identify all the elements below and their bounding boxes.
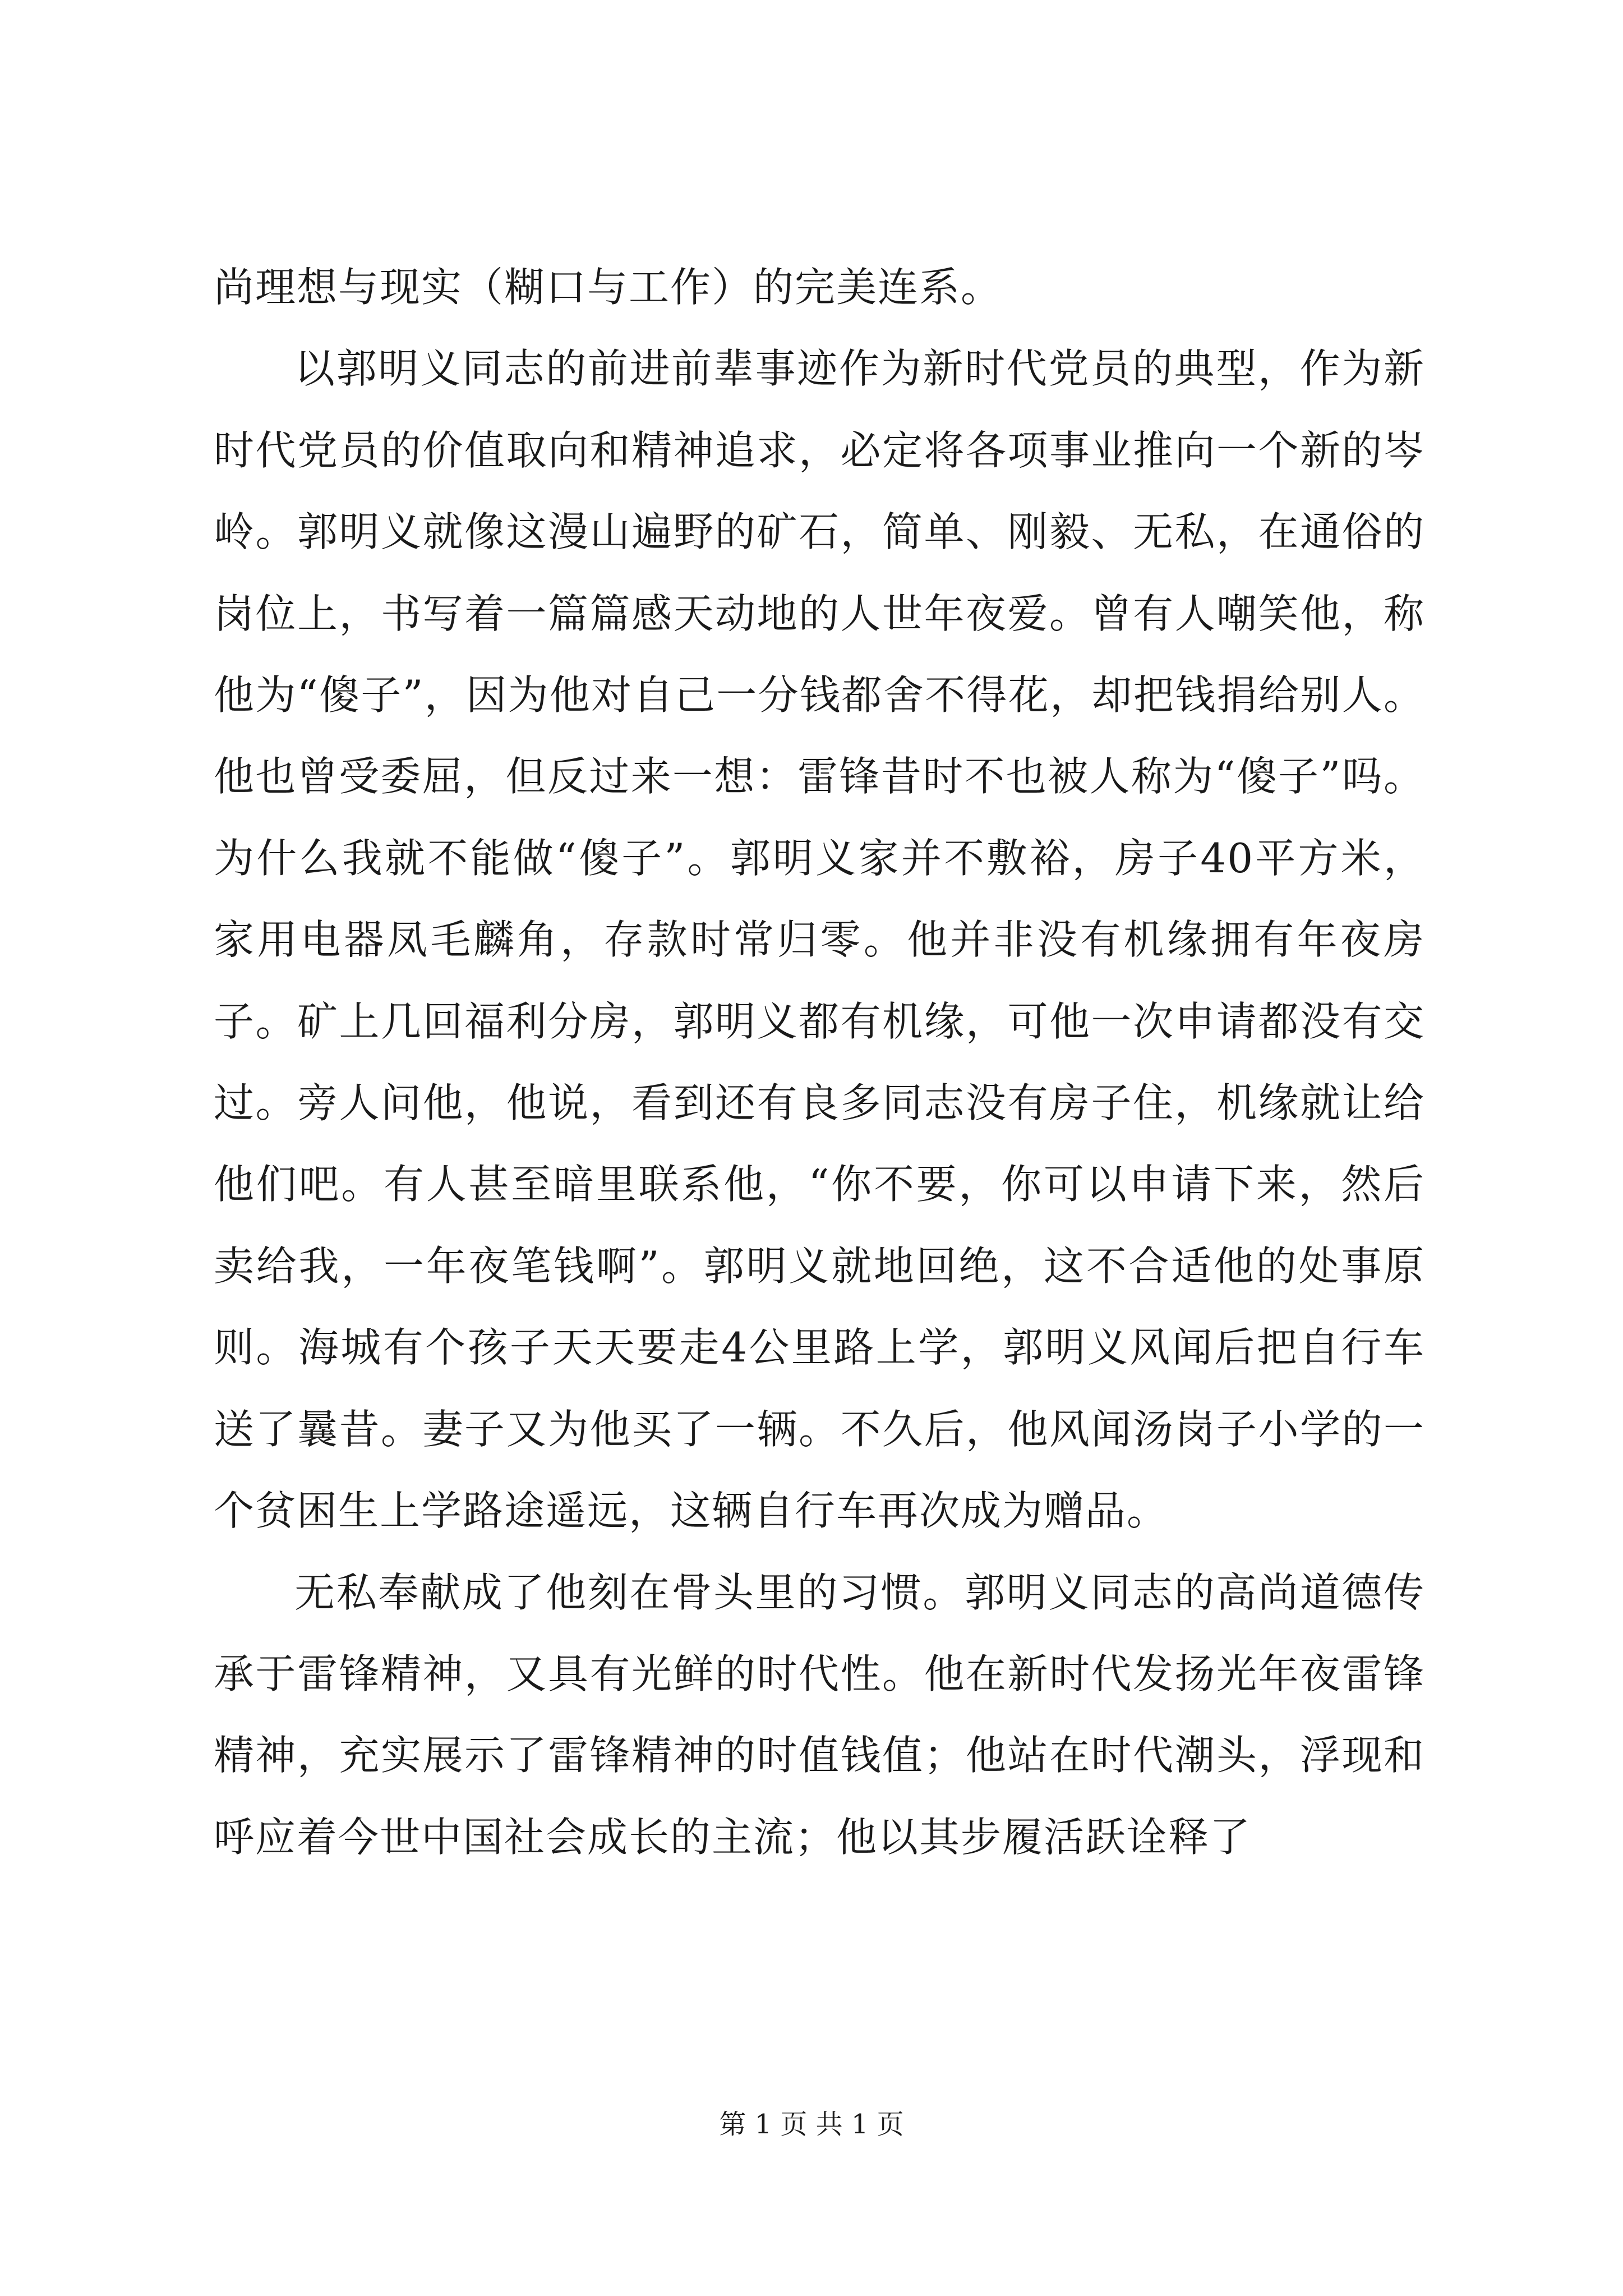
paragraph-continuation: 尚理想与现实（糊口与工作）的完美连系。 xyxy=(214,264,1003,311)
paragraph: 以郭明义同志的前进前辈事迹作为新时代党员的典型，作为新时代党员的价值取向和精神追求，必定将各项事业推向一个新的岑岭。郭明义就像这漫山遍野的矿石，简单、刚毅、无私，在通俗的岗位上，书写着一篇篇感天动地的人世年夜爱。曾有人嘲笑他，称他为“傻子”，因为他对自己一分钱都舍不得花，却把钱捐给别人。他也曾受委屈，但反过来一想：雷锋昔时不也被人称为“傻子”吗。为什么我就不能做“傻子”。郭明义家并不敷裕，房子40平方米，家用电器凤毛麟角，存款时常归零。他并非没有机缘拥有年夜房子。矿上几回福利分房，郭明义都有机缘，可他一次申请都没有交过。旁人问他，他说，看到还有良多同志没有房子住，机缘就让给他们吧。有人甚至暗里联系他，“你不要，你可以申请下来，然后卖给我，一年夜笔钱啊”。郭明义就地回绝，这不合适他的处事原则。海城有个孩子天天要走4公里路上学，郭明义风闻后把自行车送了曩昔。妻子又为他买了一辆。不久后，他风闻汤岗子小学的一个贫困生上学路途遥远，这辆自行车再次成为赠品。 xyxy=(214,345,1425,1535)
paragraph: 无私奉献成了他刻在骨头里的习惯。郭明义同志的高尚道德传承于雷锋精神，又具有光鲜的时代性。他在新时代发扬光年夜雷锋精神，充实展示了雷锋精神的时值钱值；他站在时代潮头，浮现和呼应着今世中国社会成长的主流；他以其步履活跃诠释了 xyxy=(214,1568,1425,1861)
page-footer: 第 1 页 共 1 页 xyxy=(719,2109,904,2140)
document-body xyxy=(214,247,1425,1878)
